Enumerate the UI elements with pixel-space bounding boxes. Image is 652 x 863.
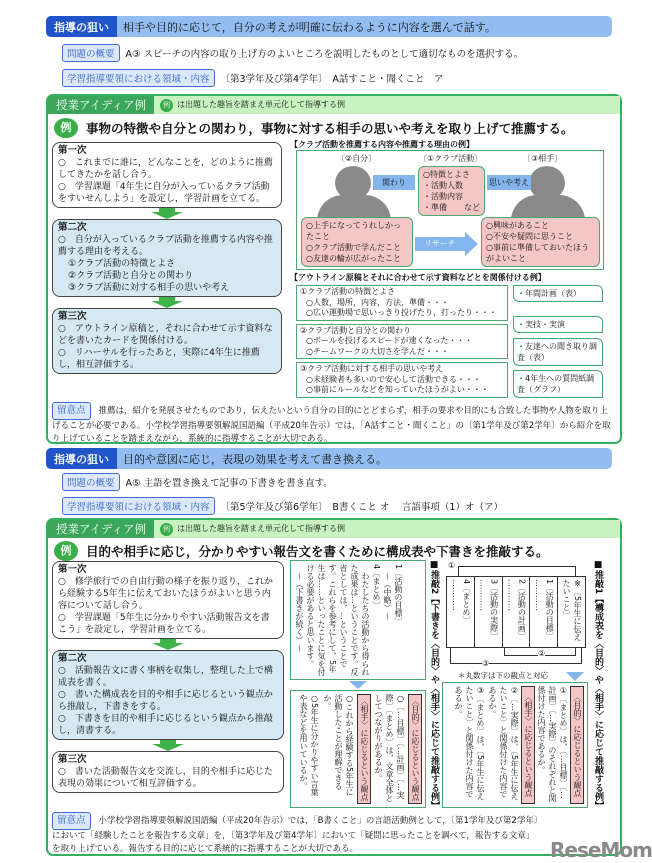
step-item: ○ 学習課題「5年生に分かりやすい活動報告文を書こう」を設定し，学習計画を立てる。: [58, 613, 270, 635]
aim-bar-1: [46, 16, 612, 37]
notes-label: 留意点: [52, 812, 91, 830]
self-item: ○クラブ活動で学んだこと: [306, 243, 401, 252]
revise1-heading: ■推敲1【構成表を〈目的〉や〈相手〉に応じて推敲する例】: [593, 560, 603, 811]
club-item-row: [423, 202, 480, 213]
example-title-row: [54, 541, 620, 561]
down-arrow-icon: [566, 672, 584, 681]
down-arrow-icon: [52, 639, 284, 650]
material-item: ・年間計画（表）: [513, 285, 603, 302]
marker: ①: [448, 561, 456, 570]
steps-column-1: [52, 142, 282, 374]
connector: [458, 566, 576, 576]
aim-text: 相手や目的に応じて，自分の考えが明確に伝わるように内容を選んで話す。: [123, 21, 496, 34]
step-item: ○ アウトライン原稿と，それに合わせて示す資料などを書いたカードを関係付ける。: [58, 324, 273, 346]
partner-box: [481, 217, 600, 267]
diagram-heading: 【クラブ活動を推薦する内容や推薦する理由の例】: [290, 140, 474, 149]
revise2-heading: ■推敲2【下書きを〈目的〉や〈相手〉に応じて推敲する例】: [429, 560, 439, 811]
draft-line: わたしたちの活動から得られた成果は…ということです。反省としては，…ということです。これらを参考にして，5年生は……といったことに気を付ける必要があると思います。: [306, 564, 370, 676]
step-item: ②クラブ活動と自分との関わり: [68, 271, 194, 281]
club-item: ・活動人数: [423, 181, 463, 190]
draft-line: 1〔活動の目標〕: [394, 564, 403, 626]
watermark-logo: ReseMom: [550, 838, 652, 862]
structure-column: 2〔活動の計画〕: [517, 579, 527, 641]
dots: …………: [478, 579, 488, 611]
aim-text: 目的や意図に応じ，表現の効果を考えて書き換える。: [123, 453, 387, 466]
outline-title: ②クラブ活動と自分との関わり: [300, 325, 412, 335]
purpose-label: 〈目的〉に応じるという観点: [408, 694, 422, 804]
aim-label: 指導の狙い: [46, 16, 117, 37]
step-item: ○ 学習課題「4年生に自分が入っているクラブ活動をすいせんしよう」を設定し，学習計画を立てる。: [58, 182, 270, 204]
step-title: 第二次: [58, 222, 87, 233]
material-item: ・友達への聞き取り調査（表）: [513, 338, 603, 366]
outline-line: ○未経験者も多いので安心して活動できる・・・: [306, 374, 481, 384]
partner-label: 〔③相手〕: [523, 154, 563, 163]
outline-title: ③クラブ活動に対する相手の思いや考え: [300, 364, 444, 373]
idea-note: は出題した趣旨を踏まえ単元化して指導する例: [177, 100, 346, 110]
notes-text: 推薦は，紹介を発展させたものであり，伝えたいという自分の目的にとどまらず，相手の要求や目的にも合致した事物や人物を取り上げることが必要である。小学校学習指導要領解説国語編（平成20年告示）では，「A話すこと・聞くこと」の〔第1学年及び第2学年〕から紹介を取り上げていることを踏まえながら，系統的に指導することが大切である。: [52, 406, 611, 444]
draft-box: [290, 560, 426, 680]
outline-heading: 【アウトライン原稿とそれに合わせて示す資料などとを関係付ける例】: [290, 273, 546, 282]
outline-line: ○ボールを投げるスピードが速くなった・・・: [306, 336, 473, 345]
arrow-head-icon: [465, 232, 478, 256]
club-item: など: [464, 203, 480, 212]
step-2: [52, 219, 282, 297]
step-item: ○ 書いた構成表を目的や相手に応じるという観点から推敲し，下書きをする。: [58, 690, 273, 712]
club-item: ○特徴とよさ: [423, 170, 470, 179]
idea-header: [48, 96, 620, 114]
step-2: [52, 650, 284, 740]
draft-line: 4〔まとめ〕: [372, 564, 381, 610]
research-arrow: リサーチ: [415, 237, 465, 251]
club-box: [418, 166, 485, 216]
purpose-label: 〈目的〉に応じるという観点: [570, 686, 584, 804]
partner-text: ○5年生に分かりやすい言葉や表などを用いているか。: [299, 694, 319, 797]
dots: …………: [450, 579, 460, 611]
domain-row-2: [62, 497, 503, 515]
step-title: 第一次: [58, 564, 87, 575]
step-item: ○ 下書きを目的や相手に応じるという観点から推敲し，清書する。: [58, 714, 273, 736]
thoughts-arrow: 思いや考え: [487, 175, 531, 190]
outline-item: [296, 285, 508, 321]
draft-line: ～（中略）～: [383, 564, 392, 620]
down-arrow-icon: [52, 297, 282, 308]
draft-line: ～（下書きが続く）～: [295, 564, 304, 652]
partner-item: ○興味があること: [486, 221, 549, 230]
purpose-text: ○〔…目標〕〔…計画〕〔…実際〕〔まとめ〕は，文章全体としてつながりがあるか。: [374, 694, 405, 802]
step-item: ①クラブ活動の特徴とよさ: [68, 259, 176, 269]
domain-row-1: [62, 69, 443, 87]
step-title: 第一次: [58, 145, 87, 156]
material-item: ・実技・実演: [513, 316, 603, 333]
structure-columns: [446, 576, 586, 648]
marker: ③: [482, 659, 490, 668]
overview-row-1: [62, 44, 523, 62]
outline-item: [296, 362, 508, 398]
example-title: 目的や相手に応じ，分かりやすい報告文を書くために構成表や下書きを推敲する。: [86, 544, 549, 559]
overview-text: A③ スピーチの内容の取り上げ方のよいところを説明したものとして適切なものを選択する。: [125, 49, 524, 60]
step-item: ○ リハーサルを行ったあと，実際に4年生に推薦し，相互評価する。: [58, 348, 260, 370]
notes-label: 留意点: [52, 402, 91, 420]
idea-header: [48, 520, 620, 538]
structure-column: 1〔活動の目標〕: [545, 579, 555, 641]
aim-bar-2: [46, 448, 612, 469]
idea-label: 授業アイディア例: [48, 520, 154, 538]
step-title: 第二次: [58, 653, 87, 664]
partner-label: 〈相手〉に応じるという観点: [357, 694, 371, 804]
step-1: [52, 561, 284, 639]
step-item: ○ 書いた活動報告文を交流し，目的や相手に応じた表現の効果について相互評価する。: [58, 767, 273, 789]
step-3: [52, 751, 284, 793]
example-badge: 例: [54, 118, 78, 138]
idea-label: 授業アイディア例: [48, 96, 154, 114]
outline-title: ①クラブ活動の特徴とよさ: [300, 287, 396, 296]
step-item: ○ 修学旅行での自由行動の様子を振り返り，これから経験する5年生に伝えておいたほうがよいと思う内容について話し合う。: [58, 577, 273, 611]
overview-row-2: [62, 473, 333, 491]
step-item: ○ 活動報告文に書く事柄を収集し，整理した上で構成表を書く。: [58, 666, 273, 688]
partner-item: ○不安や疑問に思うこと: [486, 232, 573, 241]
self-item: ○上手になってうれしかったこと: [306, 221, 401, 241]
self-label: 〔②自分〕: [337, 154, 377, 163]
diagram: [296, 150, 604, 270]
structure-table: [446, 562, 586, 670]
steps-column-2: [52, 561, 284, 793]
partner-label: 〈相手〉に応じるという観点: [521, 686, 535, 804]
domain-text: 〔第3学年及び第4学年〕 A話すこと・聞くこと ア: [220, 74, 444, 85]
draft-criteria-box: [290, 690, 426, 808]
partner-text: ○これから経験する5年生に活動したことが理解できるか。: [323, 694, 354, 797]
example-title: 事物の特徴や自分との関わり，事物に対する相手の思いや考えを取り上げて推薦する。: [86, 121, 574, 136]
outline-line: ○事前にルールなどを知っていたほうがよい・・・: [306, 385, 489, 394]
example-badge: 例: [54, 541, 78, 561]
step-item: ○ 自分が入っているクラブ活動を推薦する内容や推薦する理由を考える。: [58, 235, 273, 257]
structure-column: 4〔まとめ〕: [461, 579, 471, 625]
partner-text: ②〔…実際〕は，〔5年生に伝えたいこと〕と関係付けた内容であるか。: [488, 686, 519, 801]
aim-label: 指導の狙い: [46, 448, 117, 469]
down-arrow-icon: [52, 740, 284, 751]
draft-text: [294, 564, 404, 676]
footnote: ＊丸数字は下の観点と対応: [458, 671, 548, 680]
example-badge-small: 例: [160, 523, 173, 536]
step-item: ③クラブ活動に対する相手の思いや考え: [68, 283, 230, 293]
notes-1: [52, 402, 614, 447]
domain-text: 〔第5学年及び第6学年〕 B書くこと オ 言語事項（1）オ（ア）: [220, 502, 503, 513]
domain-label: 学習指導要領における領域・内容: [62, 497, 215, 515]
relation-arrow: 関わり: [373, 175, 415, 190]
outline-item: [296, 324, 508, 360]
structure-column: ※〔5年生に伝えたいこと〕: [562, 579, 582, 642]
down-arrow-icon: [349, 681, 367, 689]
down-arrow-icon: [52, 208, 282, 219]
partner-item: ○事前に準備しておいたほうがよいこと: [486, 243, 589, 263]
example-badge-small: 例: [160, 99, 173, 112]
overview-label: 問題の概要: [62, 44, 120, 62]
material-item: ・4年生への質問紙調査（グラフ）: [513, 370, 603, 398]
self-box: [301, 217, 413, 267]
partner-text: ③〔まとめ〕は，〔5年生に伝えたいこと〕と関係付けた内容であるか。: [454, 686, 485, 801]
outline-line: ○人数，場所，内容，方法，準備・・・: [306, 297, 449, 307]
purpose-text: ①〔まとめ〕は，〔…目標〕〔…計画〕〔…実際〕のそれぞれと関係付けた内容であるか。: [537, 686, 568, 802]
self-item: ○友達の輪が広がったこと: [306, 254, 401, 263]
connector: [450, 648, 582, 664]
marker: ②: [538, 649, 546, 658]
club-label: 〔①クラブ活動〕: [419, 154, 483, 163]
domain-label: 学習指導要領における領域・内容: [62, 69, 215, 87]
step-title: 第三次: [58, 754, 87, 765]
dots: …………: [506, 579, 516, 611]
outline-line: ○チームワークの大切さを学んだ・・・: [306, 346, 449, 356]
step-item: ○ これまでに誰に，どんなことを，どのように推薦してきたかを話し合う。: [58, 158, 273, 180]
step-3: [52, 308, 282, 374]
step-1: [52, 142, 282, 208]
example-title-row: [54, 118, 620, 138]
club-item: ・準備: [423, 203, 447, 212]
outline-line: ○広い運動場で思いっきり投げたり，打ったり・・・: [306, 308, 497, 317]
notes-text: 小学校学習指導要領解説国語編（平成20年告示）では，「B書くこと」の言語活動例として，〔第1学年及び第2学年〕において「経験したことを報告する文章」を，〔第3学年及び第4学年〕において「疑問に思ったことを調べて，報告する文章」を取り上げている。報告する目的に応じて系統的に指導することが大切である。: [52, 816, 539, 854]
structure-criteria-box: [442, 682, 588, 808]
structure-column: 3〔活動の実際〕: [489, 579, 499, 641]
overview-label: 問題の概要: [62, 473, 120, 491]
dots: …………: [534, 579, 544, 611]
overview-text: A⑤ 主語を置き換えて記事の下書きを書き直す。: [125, 478, 333, 489]
idea-note: は出題した趣旨を踏まえ単元化して指導する例: [177, 524, 346, 534]
step-title: 第三次: [58, 311, 87, 322]
notes-2: [52, 812, 542, 857]
club-item: ・活動内容: [423, 192, 463, 201]
outline-list: [296, 285, 508, 398]
